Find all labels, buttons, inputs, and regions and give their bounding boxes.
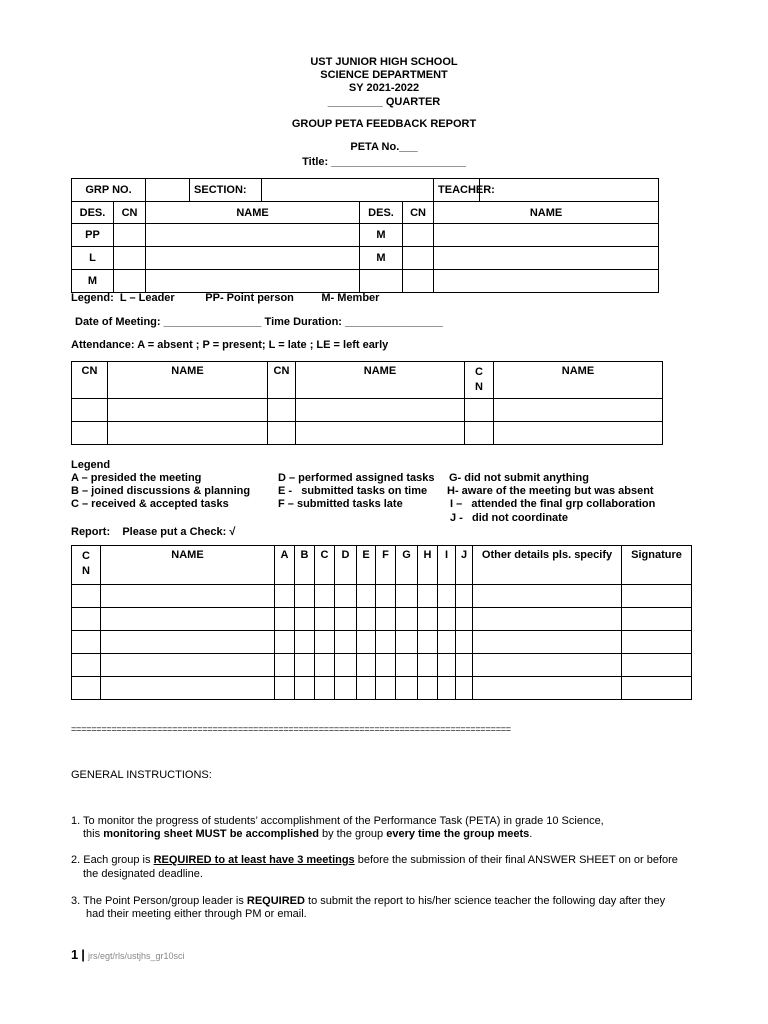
cn-header: CN [403, 202, 434, 224]
report-cell[interactable] [295, 631, 315, 654]
des-header: DES. [360, 202, 403, 224]
report-instruction: Report: Please put a Check: √ [71, 526, 236, 538]
cn-cell[interactable] [114, 247, 146, 270]
signature-header: Signature [622, 546, 692, 585]
instruction-3 [71, 895, 665, 907]
report-cell[interactable] [357, 654, 376, 677]
legend-item: A – presided the meeting [71, 472, 202, 484]
attendance-cell[interactable] [268, 399, 296, 422]
title-line: Title: ______________________ [302, 156, 466, 168]
attendance-cell[interactable] [108, 399, 268, 422]
report-cell[interactable] [418, 585, 438, 608]
report-cell[interactable] [622, 654, 692, 677]
letter-f-header: F [376, 546, 396, 585]
instruction-2 [71, 854, 678, 866]
role-pp: PP [72, 224, 114, 247]
instruction-3-cont: had their meeting either through PM or email. [86, 908, 307, 920]
section-cell[interactable] [262, 179, 434, 202]
report-cell[interactable] [357, 585, 376, 608]
name-header: NAME [494, 362, 663, 399]
letter-d-header: D [335, 546, 357, 585]
role-m: M [360, 247, 403, 270]
report-cell[interactable] [357, 631, 376, 654]
report-cell[interactable] [396, 585, 418, 608]
instruction-text: . [529, 828, 533, 840]
report-cell[interactable] [396, 677, 418, 700]
report-cell[interactable] [335, 608, 357, 631]
cn-header: CN [114, 202, 146, 224]
attendance-cell[interactable] [465, 422, 494, 445]
report-cell[interactable] [456, 631, 473, 654]
cn-cell[interactable] [403, 270, 434, 293]
report-cell[interactable] [101, 654, 275, 677]
report-cell[interactable] [622, 631, 692, 654]
grp-no-label: GRP NO. [72, 179, 146, 202]
report-cell[interactable] [315, 608, 335, 631]
letter-c-header: C [315, 546, 335, 585]
report-title: GROUP PETA FEEDBACK REPORT [291, 118, 477, 130]
report-cell[interactable] [376, 608, 396, 631]
report-cell[interactable] [456, 608, 473, 631]
report-cell[interactable] [315, 631, 335, 654]
report-cell[interactable] [456, 677, 473, 700]
section-label: SECTION: [190, 179, 262, 202]
report-cell[interactable] [315, 585, 335, 608]
department-name: SCIENCE DEPARTMENT [320, 69, 448, 81]
report-cell[interactable] [275, 585, 295, 608]
report-cell[interactable] [396, 631, 418, 654]
legend-heading: Legend [71, 459, 111, 471]
report-cell[interactable] [72, 677, 101, 700]
instruction-1-cont [83, 828, 532, 840]
report-table [71, 545, 692, 700]
teacher-label: TEACHER: [434, 179, 480, 202]
report-cell[interactable] [376, 654, 396, 677]
attendance-cell[interactable] [268, 422, 296, 445]
report-cell[interactable] [101, 631, 275, 654]
letter-j-header: J [456, 546, 473, 585]
footer-code: jrs/egt/rls/ustjhs_gr10sci [88, 951, 185, 961]
report-cell[interactable] [357, 608, 376, 631]
report-cell[interactable] [418, 654, 438, 677]
name-cell[interactable] [146, 247, 360, 270]
instruction-emphasis: every time the group meets [386, 828, 530, 840]
legend-item: B – joined discussions & planning [71, 485, 251, 497]
cn-cell[interactable] [403, 224, 434, 247]
attendance-cell[interactable] [72, 422, 108, 445]
letter-i-header: I [438, 546, 456, 585]
des-header: DES. [72, 202, 114, 224]
letter-g-header: G [396, 546, 418, 585]
footer [71, 947, 185, 962]
letter-a-header: A [275, 546, 295, 585]
report-cell[interactable] [473, 677, 622, 700]
name-header: NAME [146, 202, 360, 224]
report-cell[interactable] [72, 631, 101, 654]
role-l: L [72, 247, 114, 270]
divider-line: ======================================================================================= [71, 724, 511, 734]
report-cell[interactable] [376, 677, 396, 700]
attendance-table [71, 361, 663, 445]
instruction-1-text: 1. To monitor the progress of students’ accomplishment of the Performance Task (PETA) in grade 10 Science, [71, 815, 604, 827]
school-year: SY 2021-2022 [348, 82, 420, 94]
report-cell[interactable] [438, 608, 456, 631]
role-m: M [72, 270, 114, 293]
report-cell[interactable] [101, 677, 275, 700]
report-cell[interactable] [622, 677, 692, 700]
instruction-text: by the group [318, 828, 387, 840]
instruction-text: this [83, 828, 104, 840]
cn-header: CN [268, 362, 296, 399]
report-cell[interactable] [315, 654, 335, 677]
attendance-cell[interactable] [108, 422, 268, 445]
legend-item: I – attended the final grp collaboration [450, 498, 656, 510]
report-cell[interactable] [396, 608, 418, 631]
report-cell[interactable] [335, 585, 357, 608]
report-cell[interactable] [473, 654, 622, 677]
legend-item: H- aware of the meeting but was absent [447, 485, 654, 497]
attendance-cell[interactable] [494, 422, 663, 445]
letter-h-header: H [418, 546, 438, 585]
report-cell[interactable] [418, 608, 438, 631]
teacher-cell[interactable] [480, 179, 659, 202]
report-cell[interactable] [275, 608, 295, 631]
legend-item: J - did not coordinate [450, 512, 568, 524]
report-cell[interactable] [418, 631, 438, 654]
instruction-1 [71, 815, 604, 827]
report-cell[interactable] [473, 608, 622, 631]
report-cell[interactable] [72, 654, 101, 677]
letter-e-header: E [357, 546, 376, 585]
report-cell[interactable] [275, 677, 295, 700]
cn-cell[interactable] [114, 224, 146, 247]
cn-cell[interactable] [403, 247, 434, 270]
report-cell[interactable] [438, 654, 456, 677]
peta-no: PETA No.___ [350, 141, 418, 153]
report-cell[interactable] [456, 654, 473, 677]
report-cell[interactable] [622, 585, 692, 608]
name-header: NAME [434, 202, 659, 224]
empty-cell[interactable] [360, 270, 403, 293]
name-cell[interactable] [146, 270, 360, 293]
role-m: M [360, 224, 403, 247]
name-cell[interactable] [434, 224, 659, 247]
role-legend: Legend: L – Leader PP- Point person M- Member [71, 292, 380, 304]
instruction-text: before the submission of their final ANSWER SHEET on or before [354, 854, 678, 866]
name-header: NAME [101, 546, 275, 585]
report-cell[interactable] [418, 677, 438, 700]
cn-header-split: C N [72, 546, 101, 585]
report-cell[interactable] [396, 654, 418, 677]
report-cell[interactable] [438, 677, 456, 700]
letter-b-header: B [295, 546, 315, 585]
report-cell[interactable] [438, 631, 456, 654]
legend-item: F – submitted tasks late [278, 498, 403, 510]
attendance-cell[interactable] [465, 399, 494, 422]
report-cell[interactable] [438, 585, 456, 608]
legend-item: G- did not submit anything [449, 472, 589, 484]
attendance-cell[interactable] [296, 399, 465, 422]
name-header: NAME [108, 362, 268, 399]
attendance-cell[interactable] [72, 399, 108, 422]
other-details-header: Other details pls. specify [473, 546, 622, 585]
name-cell[interactable] [434, 247, 659, 270]
report-cell[interactable] [622, 608, 692, 631]
report-cell[interactable] [295, 585, 315, 608]
instructions-heading: GENERAL INSTRUCTIONS: [71, 769, 212, 781]
report-cell[interactable] [473, 585, 622, 608]
cn-header: CN [72, 362, 108, 399]
name-cell[interactable] [146, 224, 360, 247]
attendance-legend: Attendance: A = absent ; P = present; L = late ; LE = left early [71, 339, 389, 351]
report-cell[interactable] [376, 631, 396, 654]
school-name: UST JUNIOR HIGH SCHOOL [310, 56, 458, 68]
meeting-line: Date of Meeting: ________________ Time Duration: ________________ [75, 316, 443, 328]
report-cell[interactable] [101, 608, 275, 631]
cn-header-split: C N [465, 362, 494, 399]
attendance-cell[interactable] [494, 399, 663, 422]
report-cell[interactable] [473, 631, 622, 654]
instruction-text: to submit the report to his/her science teacher the following day after they [304, 895, 666, 907]
report-cell[interactable] [456, 585, 473, 608]
report-cell[interactable] [295, 677, 315, 700]
report-cell[interactable] [376, 585, 396, 608]
quarter-line: _________ QUARTER [327, 96, 441, 108]
name-header: NAME [296, 362, 465, 399]
report-cell[interactable] [315, 677, 335, 700]
report-cell[interactable] [275, 631, 295, 654]
instruction-emphasis: REQUIRED to at least have 3 meetings [153, 854, 355, 866]
report-cell[interactable] [72, 608, 101, 631]
instruction-text: 2. Each group is [71, 854, 154, 866]
report-cell[interactable] [335, 654, 357, 677]
instruction-2-cont: the designated deadline. [83, 868, 203, 880]
footer-separator: | [81, 947, 85, 962]
instruction-text: 3. The Point Person/group leader is [71, 895, 247, 907]
name-cell[interactable] [434, 270, 659, 293]
report-cell[interactable] [295, 654, 315, 677]
instruction-emphasis: REQUIRED [246, 895, 305, 907]
page-number: 1 [71, 947, 79, 962]
report-cell[interactable] [357, 677, 376, 700]
report-cell[interactable] [295, 608, 315, 631]
attendance-cell[interactable] [296, 422, 465, 445]
report-cell[interactable] [275, 654, 295, 677]
cn-cell[interactable] [114, 270, 146, 293]
legend-item: C – received & accepted tasks [71, 498, 229, 510]
grp-no-cell[interactable] [146, 179, 190, 202]
report-cell[interactable] [335, 631, 357, 654]
report-cell[interactable] [72, 585, 101, 608]
legend-item: E - submitted tasks on time [278, 485, 428, 497]
instruction-emphasis: monitoring sheet MUST be accomplished [103, 828, 319, 840]
report-cell[interactable] [335, 677, 357, 700]
legend-item: D – performed assigned tasks [278, 472, 435, 484]
group-table [71, 178, 659, 293]
report-cell[interactable] [101, 585, 275, 608]
